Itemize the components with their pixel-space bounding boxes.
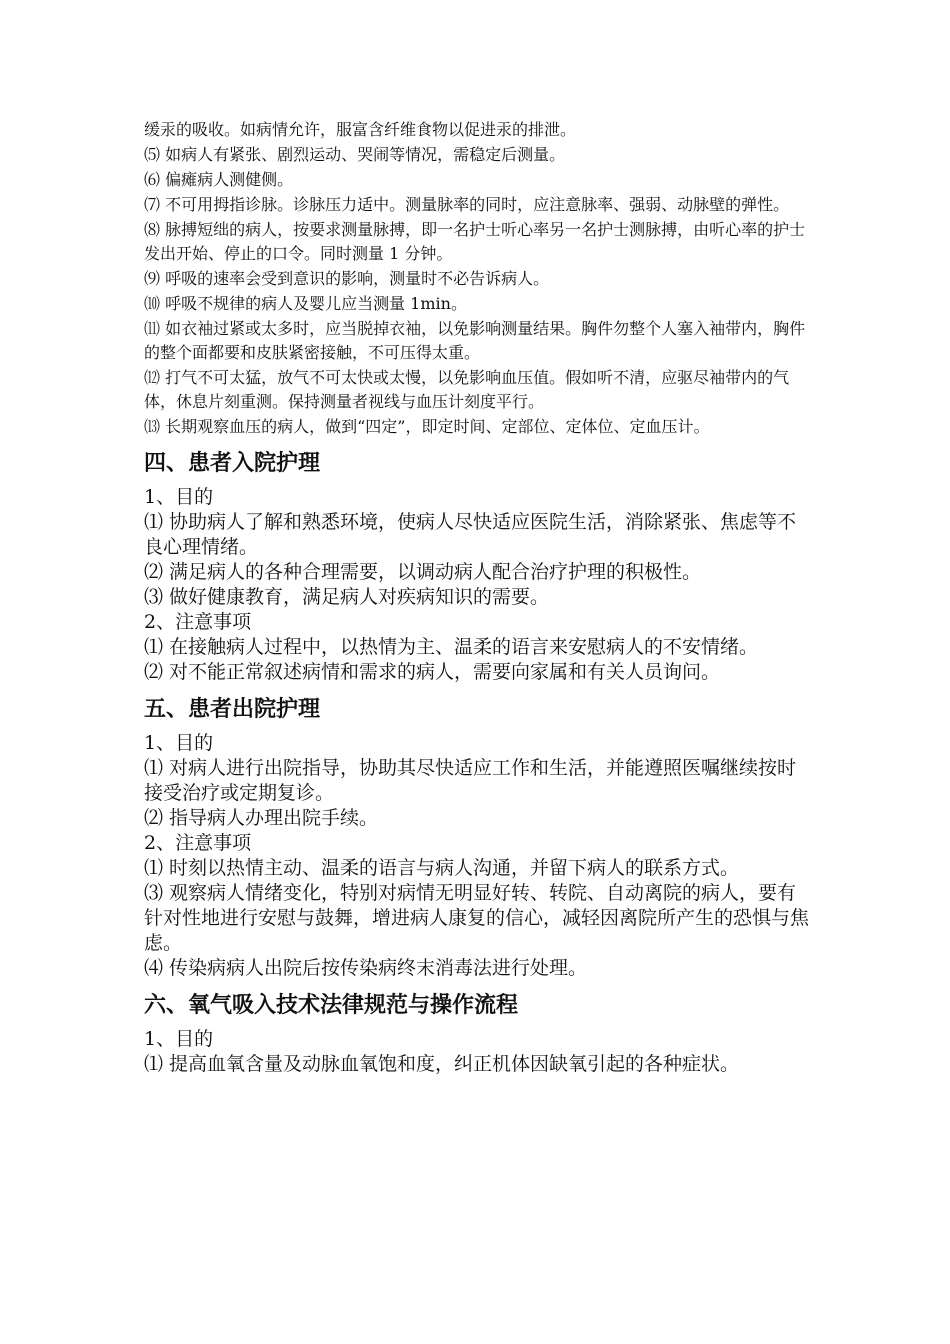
- document-page: [144, 118, 814, 1077]
- list-item: ⑵ 满足病人的各种合理需要，以调动病人配合治疗护理的积极性。: [144, 561, 702, 583]
- section-admission: [144, 485, 814, 685]
- section-oxygen: [144, 1027, 814, 1077]
- list-item: ⑴ 在接触病人过程中，以热情为主、温柔的语言来安慰病人的不安情绪。: [144, 636, 759, 658]
- section-heading-discharge: 五、患者出院护理: [144, 697, 321, 722]
- section-discharge: [144, 731, 814, 981]
- subheading-purpose: 1、目的: [144, 486, 214, 508]
- list-item: ⑵ 指导病人办理出院手续。: [144, 807, 379, 829]
- list-item: ⑶ 观察病人情绪变化，特别对病情无明显好转、转院、自动离院的病人，要有针对性地进行安慰与鼓舞，增进病人康复的信心，减轻因离院所产生的恐惧与焦虑。: [144, 882, 810, 954]
- list-item: ⑷ 传染病病人出院后按传染病终末消毒法进行处理。: [144, 957, 588, 979]
- subheading-purpose: 1、目的: [144, 732, 214, 754]
- list-item: ⑴ 对病人进行出院指导，协助其尽快适应工作和生活，并能遵照医嘱继续按时接受治疗或定期复诊。: [144, 757, 797, 804]
- intro-item: ⑽ 呼吸不规律的病人及婴儿应当测量 1min。: [144, 294, 467, 313]
- list-item: ⑵ 对不能正常叙述病情和需求的病人，需要向家属和有关人员询问。: [144, 661, 721, 683]
- intro-item: ⑺ 不可用拇指诊脉。诊脉压力适中。测量脉率的同时，应注意脉率、强弱、动脉壁的弹性。: [144, 195, 790, 214]
- section-heading-admission: 四、患者入院护理: [144, 451, 321, 476]
- list-item: ⑶ 做好健康教育，满足病人对疾病知识的需要。: [144, 586, 550, 608]
- intro-item: ⑿ 打气不可太猛，放气不可太快或太慢，以免影响血压值。假如听不清，应驱尽袖带内的气体，休息片刻重测。保持测量者视线与血压计刻度平行。: [144, 368, 790, 411]
- intro-item: ⑻ 脉搏短绌的病人，按要求测量脉搏，即一名护士听心率另一名护士测脉搏，由听心率的护士发出开始、停止的口令。同时测量 1 分钟。: [144, 220, 806, 263]
- list-item: ⑴ 时刻以热情主动、温柔的语言与病人沟通，并留下病人的联系方式。: [144, 857, 740, 879]
- intro-item: 缓汞的吸收。如病情允许，服富含纤维食物以促进汞的排泄。: [144, 120, 577, 139]
- list-item: ⑴ 协助病人了解和熟悉环境，使病人尽快适应医院生活，消除紧张、焦虑等不良心理情绪。: [144, 511, 797, 558]
- subheading-notes: 2、注意事项: [144, 611, 252, 633]
- intro-item: ⑼ 呼吸的速率会受到意识的影响，测量时不必告诉病人。: [144, 269, 550, 288]
- subheading-notes: 2、注意事项: [144, 832, 252, 854]
- intro-item: ⑹ 偏瘫病人测健侧。: [144, 170, 294, 189]
- intro-list: [144, 118, 814, 439]
- subheading-purpose: 1、目的: [144, 1028, 214, 1050]
- intro-item: ⑸ 如病人有紧张、剧烈运动、哭闹等情况，需稳定后测量。: [144, 145, 566, 164]
- list-item: ⑴ 提高血氧含量及动脉血氧饱和度，纠正机体因缺氧引起的各种症状。: [144, 1053, 740, 1075]
- section-heading-oxygen: 六、氧气吸入技术法律规范与操作流程: [144, 993, 519, 1018]
- intro-item: ⒀ 长期观察血压的病人，做到“四定”，即定时间、定部位、定体位、定血压计。: [144, 417, 710, 436]
- intro-item: ⑾ 如衣袖过紧或太多时，应当脱掉衣袖，以免影响测量结果。胸件勿整个人塞入袖带内，胸件的整个面都要和皮肤紧密接触，不可压得太重。: [144, 319, 806, 362]
